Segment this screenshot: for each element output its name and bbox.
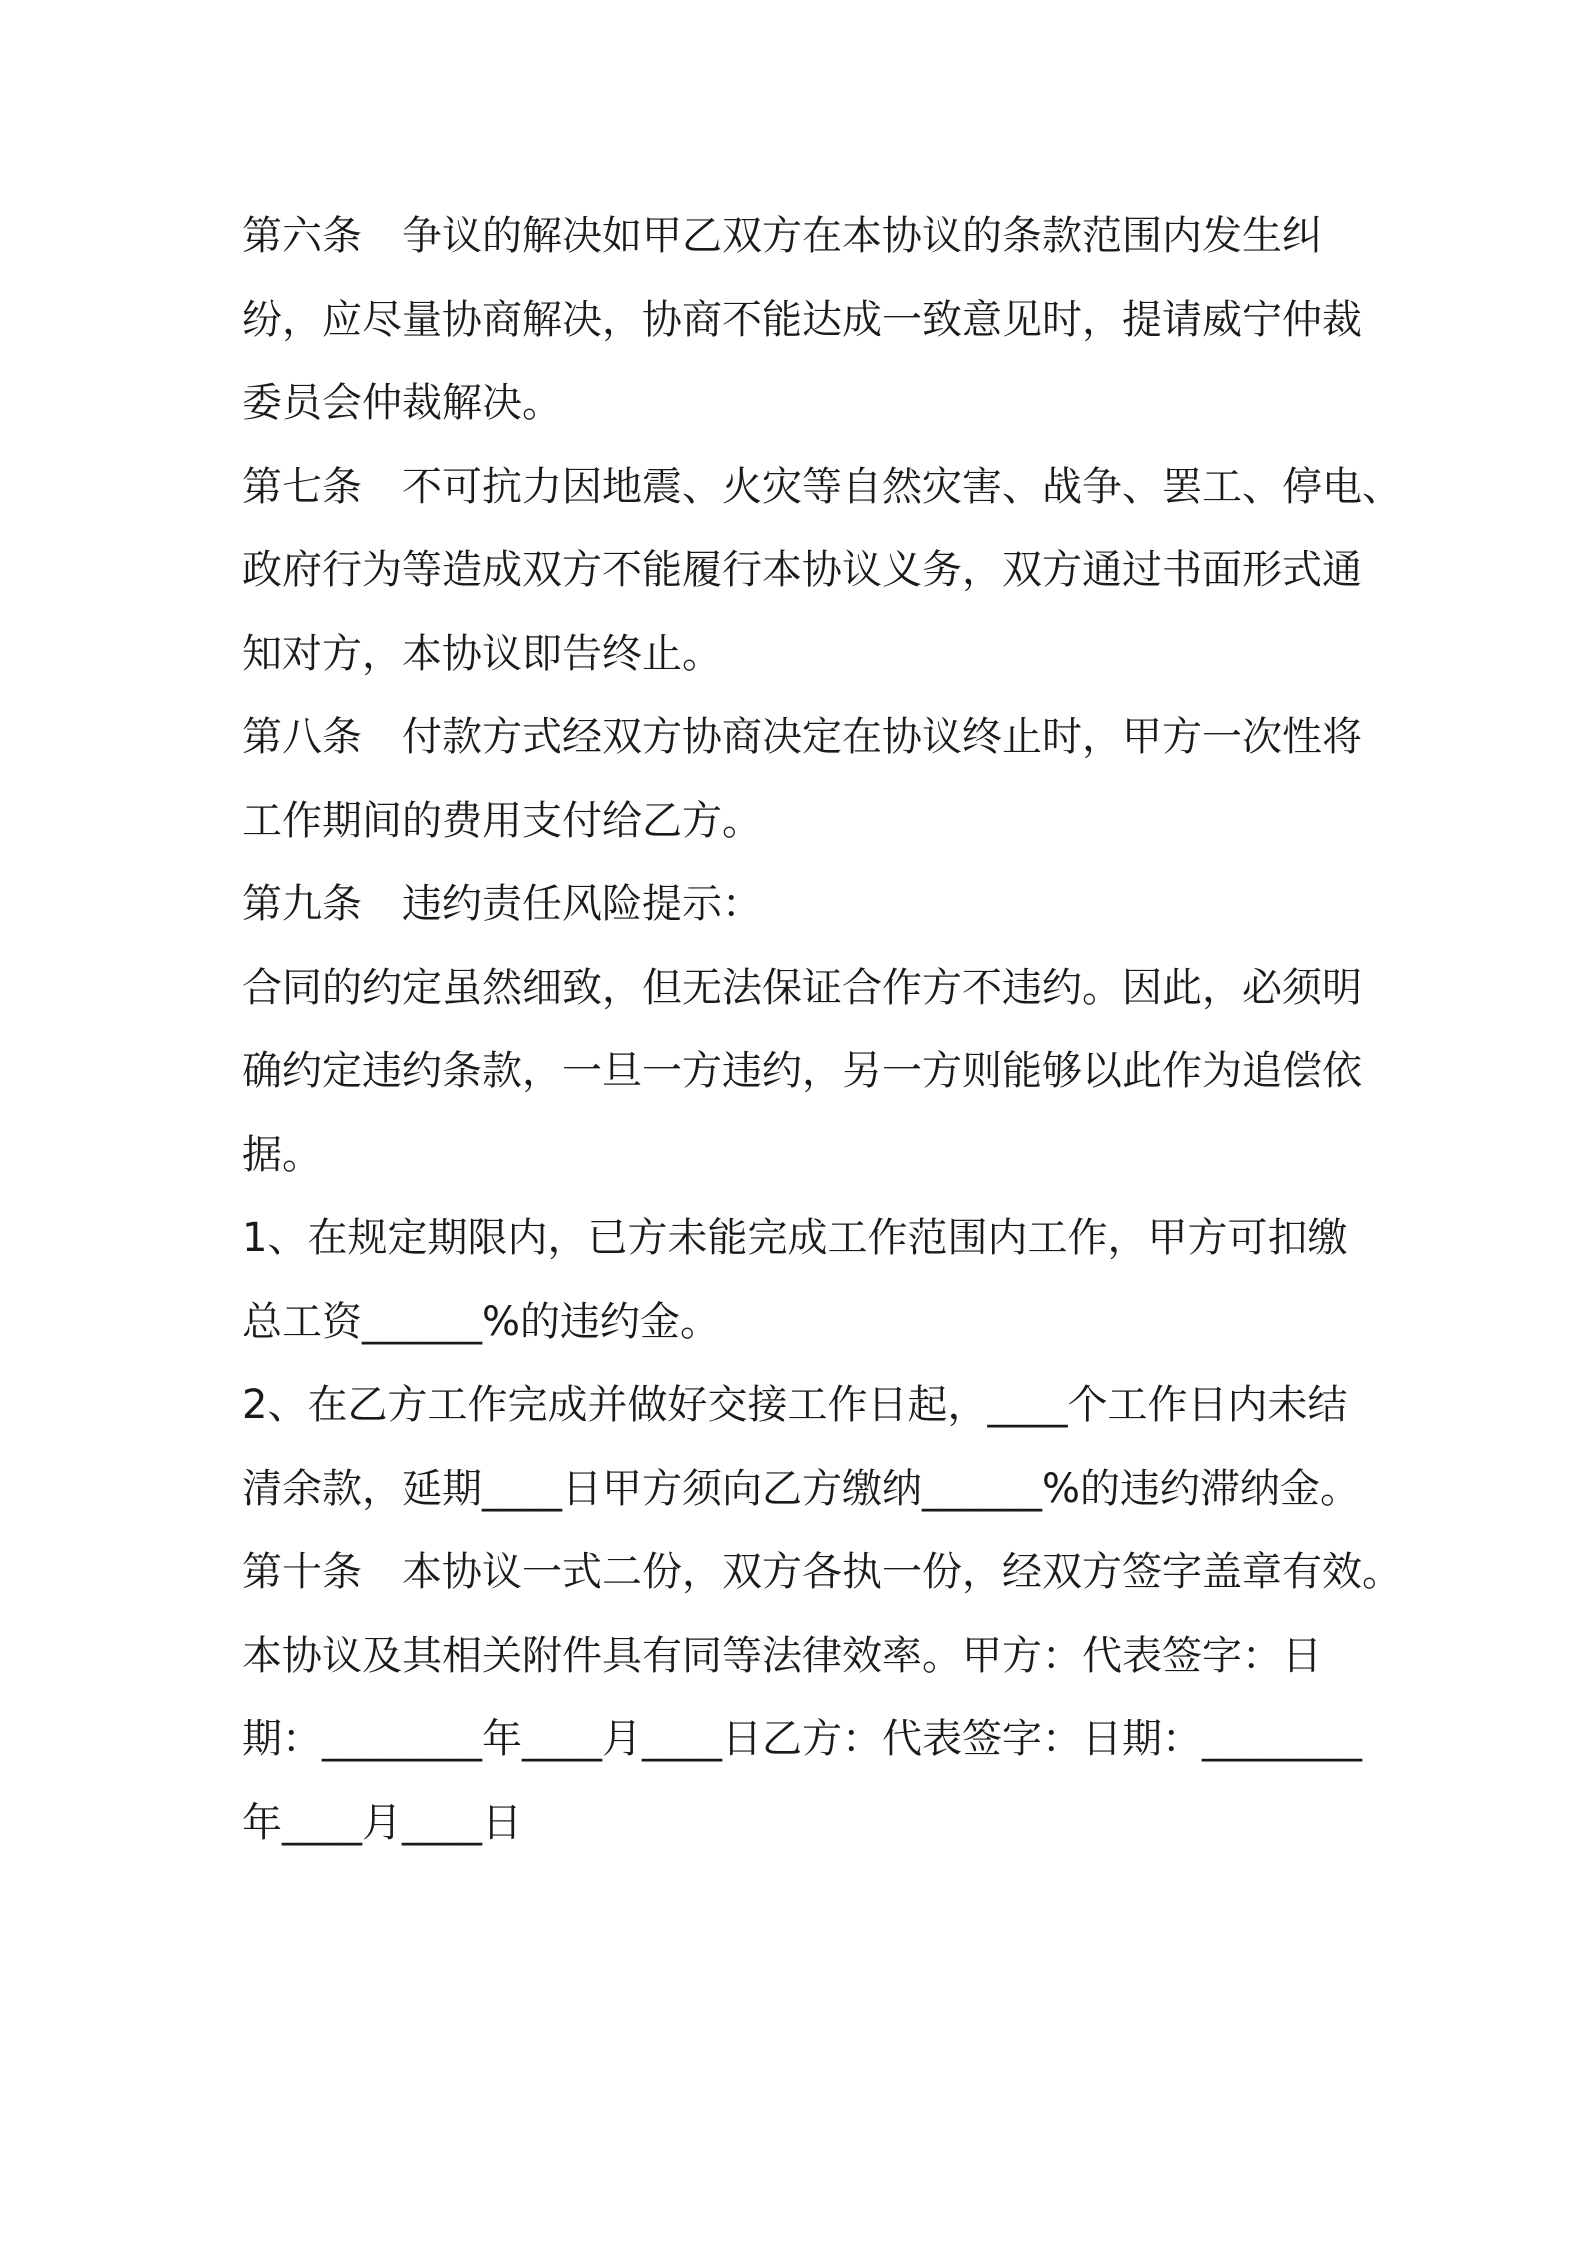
clause-2-line-2: 清余款，延期____日甲方须向乙方缴纳______%的违约滞纳金。 — [242, 1465, 1361, 1512]
article-6-line-2: 纷，应尽量协商解决，协商不能达成一致意见时，提请威宁仲裁 — [242, 296, 1362, 343]
clause-2-line-1: 2、在乙方工作完成并做好交接工作日起，____个工作日内未结 — [242, 1382, 1348, 1428]
article-9-para-line-1: 合同的约定虽然细致，但无法保证合作方不违约。因此，必须明 — [242, 964, 1362, 1011]
article-7-line-3: 知对方，本协议即告终止。 — [242, 630, 722, 677]
document-body — [242, 195, 1402, 1865]
article-8-line-2: 工作期间的费用支付给乙方。 — [242, 797, 762, 844]
signature-line-2: 年____月____日 — [242, 1799, 522, 1846]
article-7-line-2: 政府行为等造成双方不能履行本协议义务，双方通过书面形式通 — [242, 547, 1362, 593]
article-8-line-1: 第八条 付款方式经双方协商决定在协议终止时，甲方一次性将 — [242, 714, 1362, 760]
article-9-para-line-3: 据。 — [242, 1131, 322, 1178]
article-6-line-1: 第六条 争议的解决如甲乙双方在本协议的条款范围内发生纠 — [242, 213, 1322, 259]
article-7-line-1: 第七条 不可抗力因地震、火灾等自然灾害、战争、罢工、停电、 — [242, 463, 1402, 510]
clause-1-line-2: 总工资______%的违约金。 — [242, 1298, 721, 1345]
article-6-line-3: 委员会仲裁解决。 — [242, 380, 562, 426]
article-9-para-line-2: 确约定违约条款，一旦一方违约，另一方则能够以此作为追偿依 — [242, 1048, 1362, 1094]
article-10-line-1: 第十条 本协议一式二份，双方各执一份，经双方签字盖章有效。 — [242, 1549, 1402, 1595]
article-10-line-2: 本协议及其相关附件具有同等法律效率。甲方：代表签字：日 — [242, 1632, 1322, 1679]
clause-1-line-1: 1、在规定期限内，已方未能完成工作范围内工作，甲方可扣缴 — [242, 1215, 1348, 1261]
article-9-heading: 第九条 违约责任风险提示： — [242, 881, 762, 927]
signature-line-1: 期：________年____月____日乙方：代表签字：日期：________ — [242, 1716, 1362, 1762]
